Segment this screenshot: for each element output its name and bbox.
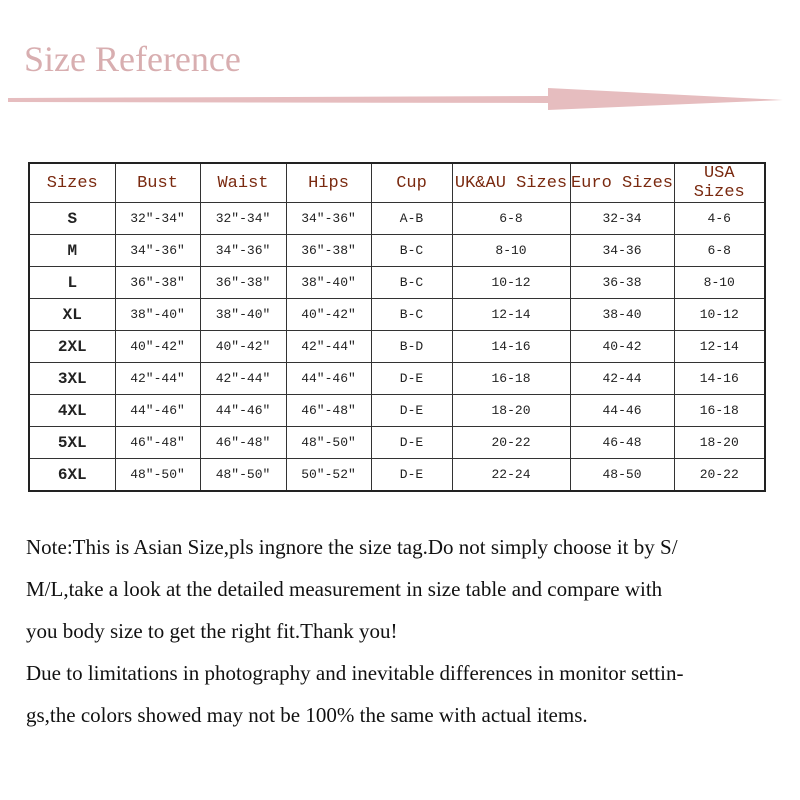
table-cell: 42″-44″	[286, 331, 371, 363]
table-row	[29, 363, 765, 395]
column-header: Sizes	[29, 163, 115, 203]
table-cell: D-E	[371, 363, 452, 395]
table-cell: D-E	[371, 459, 452, 492]
table-cell: 42-44	[570, 363, 674, 395]
table-cell: 6-8	[674, 235, 765, 267]
table-cell: 18-20	[452, 395, 570, 427]
table-cell: 38″-40″	[286, 267, 371, 299]
table-cell: A-B	[371, 203, 452, 235]
table-cell: 48″-50″	[200, 459, 286, 492]
table-cell: 44″-46″	[115, 395, 200, 427]
table-row	[29, 203, 765, 235]
table-cell: 46″-48″	[286, 395, 371, 427]
table-cell: 44″-46″	[200, 395, 286, 427]
column-header: Bust	[115, 163, 200, 203]
column-header: Euro Sizes	[570, 163, 674, 203]
table-cell: 16-18	[452, 363, 570, 395]
table-cell: 36″-38″	[200, 267, 286, 299]
size-label-cell: 3XL	[29, 363, 115, 395]
table-cell: 20-22	[452, 427, 570, 459]
column-header: USA Sizes	[674, 163, 765, 203]
size-label-cell: XL	[29, 299, 115, 331]
table-cell: 36-38	[570, 267, 674, 299]
table-cell: 40″-42″	[200, 331, 286, 363]
table-cell: 36″-38″	[115, 267, 200, 299]
size-label-cell: 6XL	[29, 459, 115, 492]
size-label-cell: 5XL	[29, 427, 115, 459]
table-row	[29, 299, 765, 331]
table-cell: 42″-44″	[200, 363, 286, 395]
table-cell: 46″-48″	[115, 427, 200, 459]
table-cell: 14-16	[674, 363, 765, 395]
notes	[26, 526, 786, 736]
arrow-shape	[8, 88, 783, 110]
size-label-cell: 4XL	[29, 395, 115, 427]
table-cell: 32-34	[570, 203, 674, 235]
size-label-cell: 2XL	[29, 331, 115, 363]
size-label-cell: L	[29, 267, 115, 299]
note-line: Note:This is Asian Size,pls ingnore the size tag.Do not simply choose it by S/	[26, 535, 678, 559]
note-line: M/L,take a look at the detailed measurement in size table and compare with	[26, 577, 663, 601]
table-cell: 4-6	[674, 203, 765, 235]
table-cell: 14-16	[452, 331, 570, 363]
column-header: Waist	[200, 163, 286, 203]
table-cell: 46″-48″	[200, 427, 286, 459]
table-cell: 34-36	[570, 235, 674, 267]
table-cell: B-C	[371, 299, 452, 331]
table-row	[29, 331, 765, 363]
table-cell: 44″-46″	[286, 363, 371, 395]
table-cell: 36″-38″	[286, 235, 371, 267]
table-cell: 46-48	[570, 427, 674, 459]
column-header: UK&AU Sizes	[452, 163, 570, 203]
table-cell: 40″-42″	[286, 299, 371, 331]
table-cell: 20-22	[674, 459, 765, 492]
table-cell: 48″-50″	[115, 459, 200, 492]
table-cell: 32″-34″	[200, 203, 286, 235]
table-cell: 38-40	[570, 299, 674, 331]
table-cell: D-E	[371, 427, 452, 459]
table-row	[29, 459, 765, 492]
table-cell: 40″-42″	[115, 331, 200, 363]
table-cell: 34″-36″	[286, 203, 371, 235]
column-header: Hips	[286, 163, 371, 203]
table-cell: 48″-50″	[286, 427, 371, 459]
table-cell: 34″-36″	[115, 235, 200, 267]
page-title: Size Reference	[24, 39, 241, 79]
column-header: Cup	[371, 163, 452, 203]
table-cell: 38″-40″	[115, 299, 200, 331]
table-cell: 8-10	[674, 267, 765, 299]
note-line: you body size to get the right fit.Thank you!	[26, 619, 398, 643]
table-cell: B-D	[371, 331, 452, 363]
table-cell: B-C	[371, 235, 452, 267]
size-table	[28, 162, 766, 492]
table-header-row	[29, 163, 765, 203]
note-line: Due to limitations in photography and inevitable differences in monitor settin-	[26, 661, 684, 685]
table-row	[29, 427, 765, 459]
table-row	[29, 395, 765, 427]
table-cell: 16-18	[674, 395, 765, 427]
table-cell: 34″-36″	[200, 235, 286, 267]
table-cell: 32″-34″	[115, 203, 200, 235]
arrow-divider	[8, 86, 788, 116]
table-cell: 10-12	[674, 299, 765, 331]
size-label-cell: M	[29, 235, 115, 267]
table-cell: 10-12	[452, 267, 570, 299]
table-cell: 8-10	[452, 235, 570, 267]
size-label-cell: S	[29, 203, 115, 235]
note-line: gs,the colors showed may not be 100% the same with actual items.	[26, 703, 588, 727]
table-row	[29, 267, 765, 299]
table-cell: 12-14	[674, 331, 765, 363]
table-cell: 38″-40″	[200, 299, 286, 331]
table-row	[29, 235, 765, 267]
table-cell: 50″-52″	[286, 459, 371, 492]
table-cell: 12-14	[452, 299, 570, 331]
table-cell: 48-50	[570, 459, 674, 492]
table-cell: 40-42	[570, 331, 674, 363]
table-cell: D-E	[371, 395, 452, 427]
table-cell: 44-46	[570, 395, 674, 427]
table-cell: 18-20	[674, 427, 765, 459]
table-cell: 22-24	[452, 459, 570, 492]
table-cell: 6-8	[452, 203, 570, 235]
table-cell: B-C	[371, 267, 452, 299]
table-cell: 42″-44″	[115, 363, 200, 395]
